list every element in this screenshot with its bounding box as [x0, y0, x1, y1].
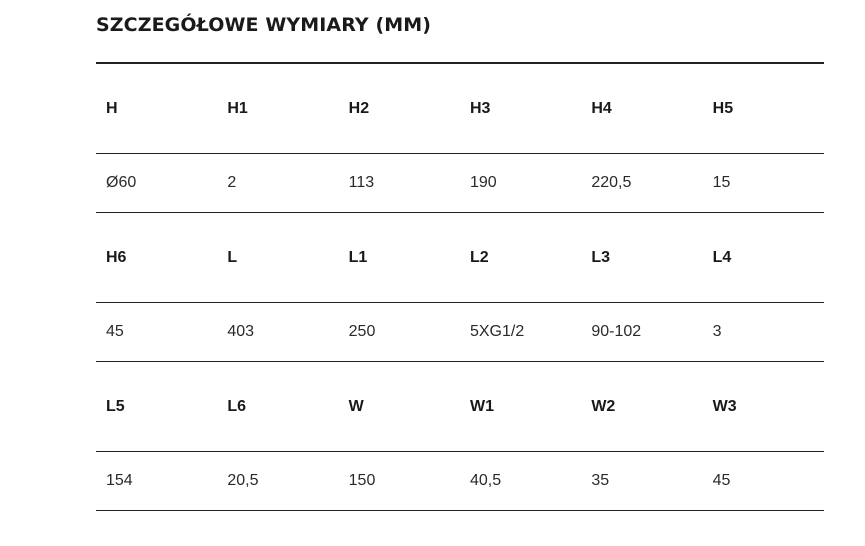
table-value-cell: 5XG1/2: [460, 303, 581, 362]
table-header-cell: L2: [460, 213, 581, 303]
table-header-row: [96, 362, 824, 452]
table-value-row: [96, 452, 824, 511]
table-header-cell: W: [339, 362, 460, 452]
table-value-cell: 113: [339, 154, 460, 213]
table-header-row: [96, 213, 824, 303]
table-header-cell: H2: [339, 63, 460, 154]
table-value-cell: 2: [217, 154, 338, 213]
table-value-cell: 35: [581, 452, 702, 511]
table-header-cell: L4: [703, 213, 824, 303]
table-header-cell: H: [96, 63, 217, 154]
table-value-cell: 15: [703, 154, 824, 213]
table-header-cell: L3: [581, 213, 702, 303]
table-header-row: [96, 63, 824, 154]
table-header-cell: H3: [460, 63, 581, 154]
table-header-cell: H4: [581, 63, 702, 154]
table-value-cell: 90-102: [581, 303, 702, 362]
table-value-cell: 154: [96, 452, 217, 511]
table-value-cell: 45: [96, 303, 217, 362]
table-header-cell: L5: [96, 362, 217, 452]
table-value-cell: Ø60: [96, 154, 217, 213]
table-value-cell: 45: [703, 452, 824, 511]
table-value-cell: 220,5: [581, 154, 702, 213]
table-value-cell: 250: [339, 303, 460, 362]
table-header-cell: W2: [581, 362, 702, 452]
table-value-cell: 403: [217, 303, 338, 362]
section-title: SZCZEGÓŁOWE WYMIARY (MM): [96, 14, 432, 36]
table-value-cell: 20,5: [217, 452, 338, 511]
table-header-cell: H1: [217, 63, 338, 154]
table-header-cell: H6: [96, 213, 217, 303]
table-value-cell: 150: [339, 452, 460, 511]
table-header-cell: H5: [703, 63, 824, 154]
table-header-cell: W1: [460, 362, 581, 452]
table-header-cell: L6: [217, 362, 338, 452]
table-value-cell: 40,5: [460, 452, 581, 511]
table-value-row: [96, 154, 824, 213]
table-value-cell: 3: [703, 303, 824, 362]
table-header-cell: W3: [703, 362, 824, 452]
dimensions-table: [96, 62, 824, 511]
table-header-cell: L1: [339, 213, 460, 303]
table-value-cell: 190: [460, 154, 581, 213]
table-value-row: [96, 303, 824, 362]
table-header-cell: L: [217, 213, 338, 303]
